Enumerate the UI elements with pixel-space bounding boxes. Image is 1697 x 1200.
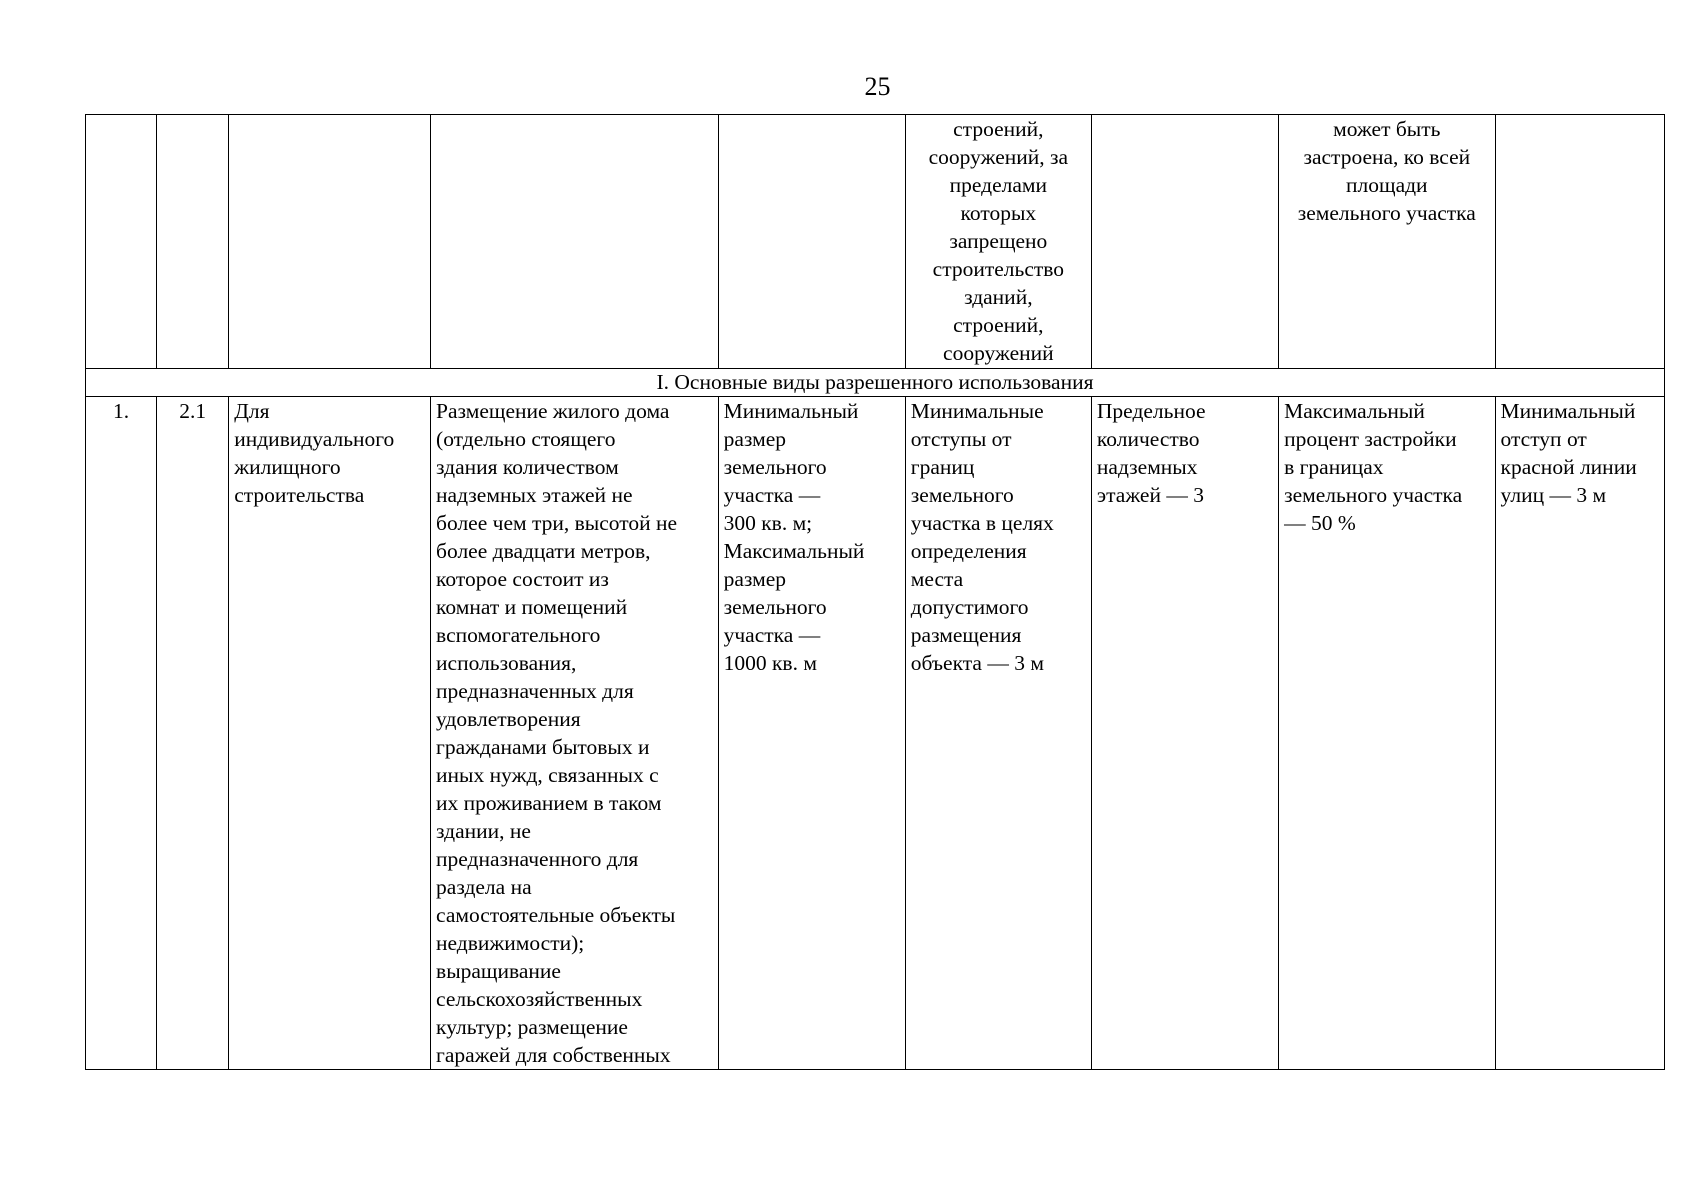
section-row <box>86 369 1665 397</box>
table-cell <box>1495 115 1664 369</box>
table-cell <box>718 115 905 369</box>
zoning-table <box>85 114 1665 1070</box>
table-cell <box>431 115 719 369</box>
coverage-continuation-cell: может быть застроена, ко всей площади земельного участка <box>1279 115 1495 369</box>
floors-cell: Предельное количество надземных этажей — 3 <box>1091 397 1278 1070</box>
table-cell <box>157 115 229 369</box>
section-heading: I. Основные виды разрешенного использования <box>86 369 1665 397</box>
table-row <box>86 397 1665 1070</box>
description-cell: Размещение жилого дома (отдельно стоящего здания количеством надземных этажей не более чем три, высотой не более двадцати метров, которое состоит из комнат и помещений вспомогательного использования, предназначенных для удовлетворения гражданами бытовых и иных нужд, связанных с их проживанием в таком здании, не предназначенного для раздела на самостоятельные объекты недвижимости); выращивание сельскохозяйственных культур; размещение гаражей для собственных <box>431 397 719 1070</box>
continuation-row <box>86 115 1665 369</box>
table-cell <box>229 115 431 369</box>
red-line-cell: Минимальный отступ от красной линии улиц — 3 м <box>1495 397 1664 1070</box>
plot-size-cell: Минимальный размер земельного участка — 300 кв. м; Максимальный размер земельного участка — 1000 кв. м <box>718 397 905 1070</box>
table-cell <box>86 115 157 369</box>
coverage-cell: Максимальный процент застройки в границах земельного участка — 50 % <box>1279 397 1495 1070</box>
table-cell <box>1091 115 1278 369</box>
code-cell: 2.1 <box>157 397 229 1070</box>
row-number-cell: 1. <box>86 397 157 1070</box>
setbacks-continuation-cell: строений, сооружений, за пределами которых запрещено строительство зданий, строений, сооружений <box>905 115 1091 369</box>
page-number: 25 <box>864 72 891 101</box>
use-name-cell: Для индивидуального жилищного строительства <box>229 397 431 1070</box>
setbacks-cell: Минимальные отступы от границ земельного участка в целях определения места допустимого размещения объекта — 3 м <box>905 397 1091 1070</box>
